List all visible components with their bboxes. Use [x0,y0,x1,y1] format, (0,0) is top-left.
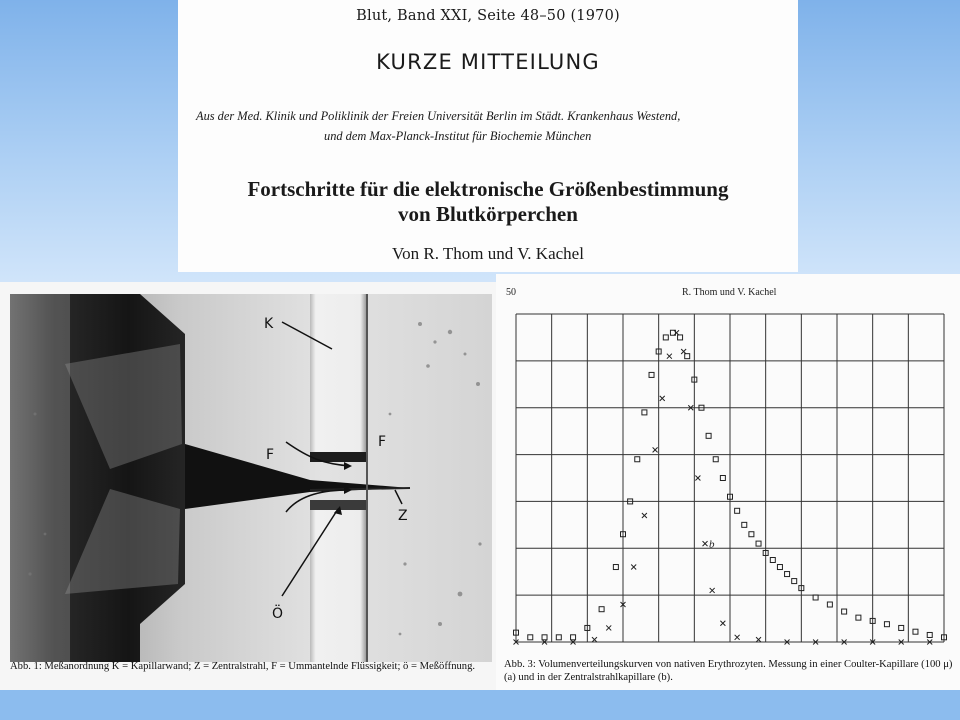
paper-title-block [178,0,798,272]
data-point-square [742,522,747,527]
data-point-square [856,615,861,620]
capillary-lower [310,506,366,662]
curve-label-b: b [709,538,715,551]
data-point-square [706,433,711,438]
running-head: R. Thom und V. Kachel [682,287,777,298]
label-f-left: F [266,447,275,463]
data-point-cross [606,625,611,630]
paper-title-line-1: Fortschritte für die elektronische Größenbestimmung [247,177,729,201]
data-point-cross [642,513,647,518]
data-point-square [635,457,640,462]
data-point-square [777,565,782,570]
data-point-square [642,410,647,415]
data-point-square [649,372,654,377]
data-point-cross [756,637,761,642]
paper-authors: Von R. Thom und V. Kachel [392,244,584,263]
measurement-photo [10,294,492,720]
footer-band [0,690,960,720]
figure-1 [0,282,496,690]
data-point-square [735,508,740,513]
data-point-cross [631,565,636,570]
data-point-cross [592,637,597,642]
data-point-square [720,476,725,481]
data-point-square [685,354,690,359]
capillary-upper [310,294,366,452]
label-z: Z [398,508,408,524]
series-b-crosses [514,330,933,644]
data-point-square [770,558,775,563]
data-point-square [927,632,932,637]
paper-title-line-2: von Blutkörperchen [398,202,578,226]
data-point-square [827,602,832,607]
data-point-cross [720,621,725,626]
data-point-cross [735,635,740,640]
data-point-square [842,609,847,614]
data-point-square [749,532,754,537]
data-point-square [663,335,668,340]
data-point-square [913,629,918,634]
data-point-square [678,335,683,340]
page-number: 50 [506,287,516,298]
data-point-square [556,635,561,640]
data-point-cross [710,588,715,593]
volume-distribution-chart [496,274,960,658]
data-point-square [528,635,533,640]
label-k: K [264,316,274,332]
data-point-square [756,541,761,546]
data-point-cross [667,354,672,359]
section-heading: KURZE MITTEILUNG [376,50,600,74]
data-point-square [542,635,547,640]
data-point-square [713,457,718,462]
data-point-cross [674,330,679,335]
data-point-square [884,622,889,627]
data-point-square [785,572,790,577]
data-point-square [613,565,618,570]
figure-1-caption: Abb. 1: Meßanordnung K = Kapillarwand; Z = Zentralstrahl, F = Ummantelnde Flüssigkeit; ö = Meßöffnung. [10,661,476,672]
data-point-cross [660,396,665,401]
chart-grid [516,314,944,642]
data-point-cross [681,349,686,354]
label-f-right: F [378,434,387,450]
data-point-cross [695,476,700,481]
data-point-square [599,607,604,612]
data-point-cross [653,447,658,452]
figure-3 [496,274,960,690]
data-point-square [571,635,576,640]
affiliation-line-1: Aus der Med. Klinik und Poliklinik der Freien Universität Berlin im Städt. Krankenhaus Westend, [196,109,681,123]
data-point-square [899,625,904,630]
label-o: Ö [272,606,284,622]
data-point-square [792,579,797,584]
figure-3-caption: Abb. 3: Volumenverteilungskurven von nativen Erythrozyten. Messung in einer Coulter-Kapillare (100 μ) (a) und in der Zentralstrahlkapillare (b). [504,659,953,683]
journal-citation: Blut, Band XXI, Seite 48–50 (1970) [356,8,620,24]
data-point-square [813,595,818,600]
affiliation-line-2: und dem Max-Planck-Institut für Biochemie München [324,129,592,143]
data-point-cross [703,541,708,546]
